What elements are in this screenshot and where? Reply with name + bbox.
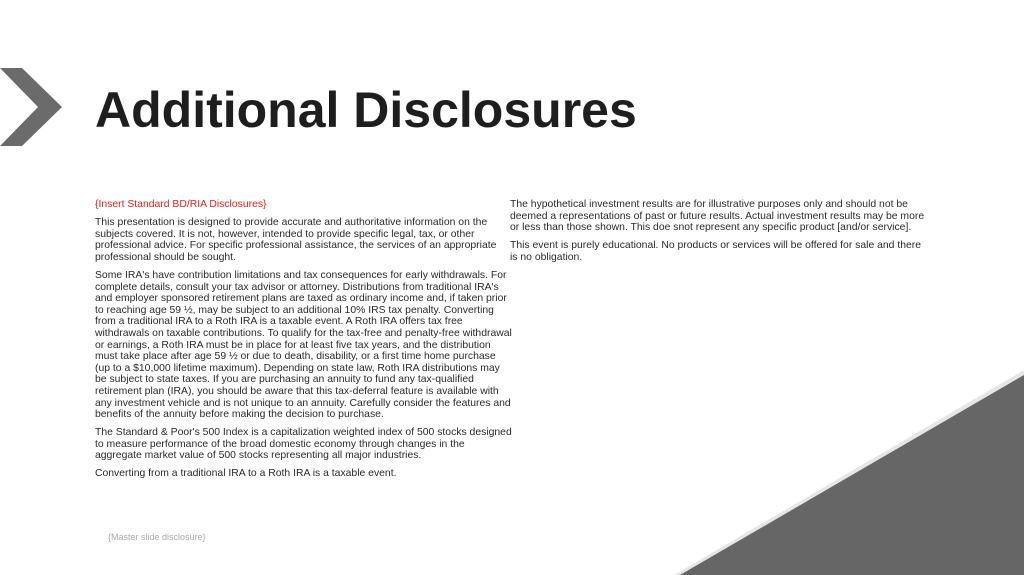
chevron-arrow-icon [0, 68, 64, 146]
professional-advice-disclosure: This presentation is designed to provide accurate and authoritative information on the subjects covered. It is not, however, intended to provide specific legal, tax, or other professional advice. For specific professional assistance, the services of an appropriate professional should be sought. [95, 217, 497, 263]
slide-title: Additional Disclosures [95, 82, 637, 138]
roth-conversion-disclosure: Converting from a traditional IRA to a Roth IRA is a taxable event. [95, 468, 397, 480]
right-disclosure-column [510, 199, 928, 270]
left-disclosure-column [95, 199, 513, 487]
corner-triangle-decoration [674, 370, 1024, 575]
hypothetical-results-disclosure: The hypothetical investment results are for illustrative purposes only and should not be deemed a representations of past or future results. Actual investment results may be more or less than those shown. This doe snot represent any specific product [and/or service]. [510, 199, 925, 234]
educational-event-disclosure: This event is purely educational. No products or services will be offered for sale and there is no obligation. [510, 240, 922, 263]
bd-ria-disclosure-placeholder: {Insert Standard BD/RIA Disclosures} [95, 199, 267, 210]
sp500-disclosure: The Standard & Poor's 500 Index is a capitalization weighted index of 500 stocks designed to measure performance of the broad domestic economy through changes in the aggregate market value of 500 stocks representing all major industries. [95, 427, 512, 462]
ira-disclosure: Some IRA's have contribution limitations and tax consequences for early withdrawals. For complete details, consult your tax advisor or attorney. Distributions from traditional IRA's and employer sponsored retirement plans are taxed as ordinary income and, if taken prior to reaching age 59 ½, may be subject to an additional 10% IRS tax penalty. Converting from a traditional IRA to a Roth IRA is a taxable event. A Roth IRA offers tax free withdrawals on taxable contributions. To qualify for the tax-free and penalty-free withdrawal or earnings, a Roth IRA must be in place for at least five tax years, and the distribution must take place after age 59 ½ or due to death, disability, or a first time home purchase (up to a $10,000 lifetime maximum). Depending on state law, Roth IRA distributions may be subject to state taxes. If you are purchasing an annuity to fund any tax-qualified retirement plan (IRA), you should be aware that this tax-deferral feature is available with any investment vehicle and is not unique to an annuity. Carefully consider the features and benefits of the annuity before making the decision to purchase. [95, 269, 512, 421]
master-slide-disclosure: {Master slide disclosure} [108, 532, 206, 542]
